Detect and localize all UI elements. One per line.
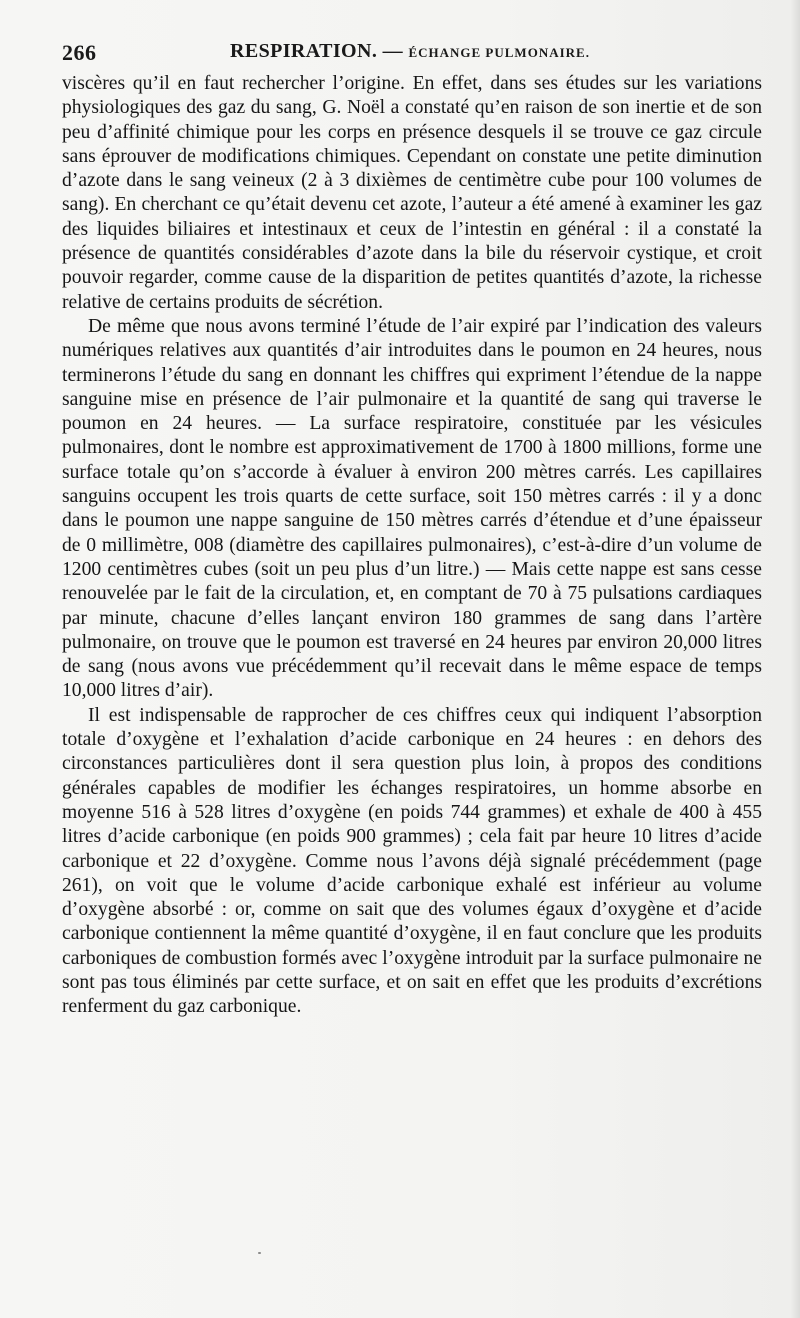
body-text: [62, 72, 762, 1020]
page-edge-shadow: [790, 0, 800, 1318]
running-head-sub: ÉCHANGE PULMONAIRE.: [408, 45, 590, 60]
paragraph-3: Il est indispensable de rapprocher de ces chiffres ceux qui indiquent l’absorption totale d’oxygène et l’exhalation d’acide carbonique en 24 heures : en dehors des circonstances particulières dont il sera question plus loin, à propos des conditions générales capables de modifier les échanges respiratoires, un homme absorbe en moyenne 516 à 528 litres d’oxygène (en poids 744 grammes) et exhale de 400 à 455 litres d’acide carbonique (en poids 900 grammes) ; cela fait par heure 10 litres d’acide carbonique et 22 d’oxygène. Comme nous l’avons déjà signalé précédemment (page 261), on voit que le volume d’acide carbonique exhalé est inférieur au volume d’oxygène absorbé : or, comme on sait que des volumes égaux d’oxygène et d’acide carbonique contiennent la même quantité d’oxygène, il en faut conclure que les produits carboniques de combustion formés avec l’oxygène introduit par la surface pulmonaire ne sont pas tous éliminés par cette surface, et on sait en effet que les produits d’excrétions renferment du gaz carbonique.: [62, 704, 762, 1018]
running-head: [230, 40, 590, 63]
page-number: 266: [62, 40, 97, 65]
paragraph-1: viscères qu’il en faut rechercher l’origine. En effet, dans ses études sur les variations physiologiques des gaz du sang, G. Noël a constaté qu’en raison de son inertie et de son peu d’affinité chimique pour les corps en présence desquels il se trouve ce gaz circule sans éprouver de modifications chimiques. Cependant on constate une petite diminution d’azote dans le sang veineux (2 à 3 dixièmes de centimètre cube pour 100 volumes de sang). En cherchant ce qu’était devenu cet azote, l’auteur a été amené à examiner les gaz des liquides biliaires et intestinaux et ceux de l’intestin en général : il a constaté la présence de quantités considérables d’azote dans la bile du réservoir cystique, et croit pouvoir regarder, comme cause de la disparition de petites quantités d’azote, la richesse relative de certains produits de sécrétion.: [62, 73, 762, 313]
page-header: [62, 40, 762, 76]
running-head-main: RESPIRATION. —: [230, 40, 404, 62]
paragraph-2: De même que nous avons terminé l’étude de l’air expiré par l’indication des valeurs numériques relatives aux quantités d’air introduites dans le poumon en 24 heures, nous terminerons l’étude du sang en donnant les chiffres qui expriment l’étendue de la nappe sanguine mise en présence de l’air pulmonaire et la quantité de sang qui traverse le poumon en 24 heures. — La surface respiratoire, constituée par les vésicules pulmonaires, dont le nombre est approximativement de 1700 à 1800 millions, forme une surface totale qu’on s’accorde à évaluer à environ 200 mètres carrés. Les capillaires sanguins occupent les trois quarts de cette surface, soit 150 mètres carrés : il y a donc dans le poumon une nappe sanguine de 150 mètres carrés d’étendue et d’une épaisseur de 0 millimètre, 008 (diamètre des capillaires pulmonaires), c’est-à-dire d’un volume de 1200 centimètres cubes (soit un peu plus d’un litre.) — Mais cette nappe est sans cesse renouvelée par le fait de la circulation, et, en comptant de 70 à 75 pulsations cardiaques par minute, chacune d’elles lançant environ 180 grammes de sang dans l’artère pulmonaire, on trouve que le poumon est traversé en 24 heures par environ 20,000 litres de sang (nous avons vue précédemment qu’il recevait dans le même espace de temps 10,000 litres d’air).: [62, 315, 762, 702]
ink-speck: [258, 1252, 261, 1254]
